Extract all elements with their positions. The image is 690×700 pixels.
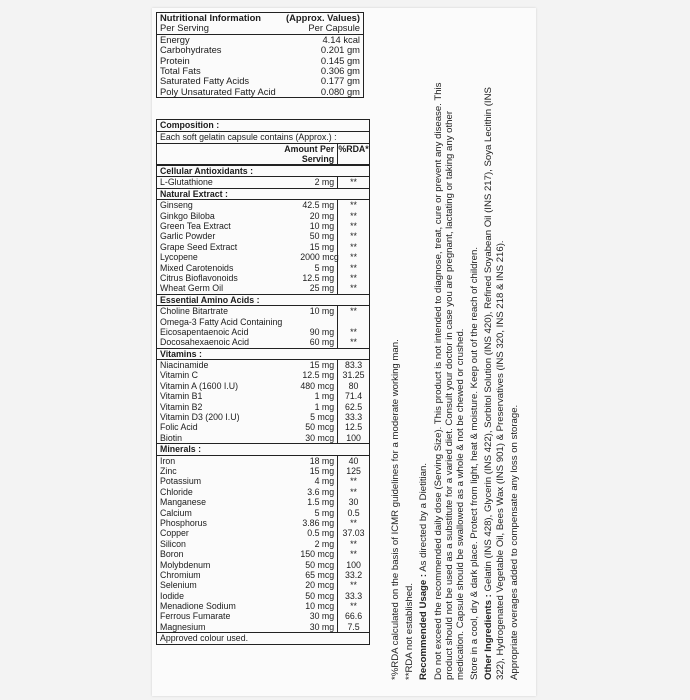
ingredient-name: Choline Bitartrate — [160, 306, 228, 317]
nutrient-value: 0.177 gm — [320, 75, 360, 87]
ingredient-amount: 1 mg — [300, 402, 338, 412]
ingredient-row — [157, 487, 369, 497]
ingredient-name: Calcium — [160, 507, 192, 518]
nutrition-subheader-row — [157, 23, 364, 34]
ingredient-rda: ** — [350, 220, 357, 231]
ingredient-rda: 100 — [346, 432, 361, 443]
ingredient-name: Eicosapentaenoic Acid — [160, 326, 249, 337]
ingredient-amount: 90 mg — [300, 327, 338, 337]
ingredient-row — [157, 402, 369, 412]
ingredient-amount: 50 mg — [300, 231, 338, 241]
ingredient-row — [157, 422, 369, 432]
ingredient-rda: ** — [350, 283, 357, 294]
ingredient-name: Grape Seed Extract — [160, 241, 238, 252]
ingredient-name: Ferrous Fumarate — [160, 611, 231, 622]
nutrient-value: 0.145 gm — [320, 54, 360, 66]
section-heading: Minerals : — [157, 443, 369, 455]
ingredient-amount: 2 mg — [300, 177, 338, 187]
ingredient-rda: 100 — [346, 559, 361, 570]
ingredient-amount: 50 mcg — [300, 560, 338, 570]
ingredient-name: Chromium — [160, 569, 201, 580]
usage-text: As directed by a Dietitian. — [418, 462, 430, 574]
ingredient-amount: 5 mg — [300, 508, 338, 518]
ingredient-amount: 5 mcg — [300, 412, 338, 422]
ingredient-name: Iodide — [160, 590, 184, 601]
ingredient-row — [157, 560, 369, 570]
ingredient-amount: 5 mg — [300, 263, 338, 273]
ingredient-name: L-Glutathione — [160, 177, 213, 188]
ingredient-row — [157, 433, 369, 443]
ingredient-row — [157, 177, 369, 187]
ingredient-amount: 30 mg — [300, 622, 338, 632]
ingredient-name: Vitamin D3 (200 I.U) — [160, 412, 240, 423]
section-heading: Cellular Antioxidants : — [157, 165, 369, 177]
ingredient-rda: 40 — [348, 455, 359, 466]
composition-intro: Each soft gelatin capsule contains (Approx.) : — [157, 132, 369, 144]
ingredient-rda: ** — [350, 337, 357, 348]
ingredient-row — [157, 466, 369, 476]
ingredient-amount: 2 mg — [300, 539, 338, 549]
ingredient-name: Vitamin C — [160, 370, 198, 381]
nutrition-sub-left: Per Serving — [157, 23, 282, 34]
ingredient-rda: 33.3 — [345, 412, 363, 423]
ingredient-amount — [300, 317, 338, 327]
rda-note: *%RDA calculated on the basis of ICMR guidelines for a moderate working man. — [390, 339, 401, 680]
ingredient-name: Vitamin B2 — [160, 401, 203, 412]
ingredient-row — [157, 200, 369, 210]
ingredient-row — [157, 381, 369, 391]
rda-column-header: %RDA* — [337, 144, 369, 164]
section-heading: Vitamins : — [157, 348, 369, 360]
ingredient-amount: 65 mcg — [300, 570, 338, 580]
ingredient-row — [157, 252, 369, 262]
ingredient-name: Silicon — [160, 538, 186, 549]
nutrient-name: Poly Unsaturated Fatty Acid — [160, 85, 276, 97]
ingredient-rda: 125 — [346, 466, 361, 477]
section-heading: Natural Extract : — [157, 188, 369, 200]
ingredient-amount: 30 mcg — [300, 433, 338, 443]
nutrition-sub-right: Per Capsule — [281, 23, 363, 34]
ingredient-row — [157, 508, 369, 518]
ingredient-row — [157, 611, 369, 621]
nutrient-name: Carbohydrates — [160, 44, 222, 56]
ingredient-name: Mixed Carotenoids — [160, 262, 234, 273]
ingredient-amount: 20 mcg — [300, 580, 338, 590]
ingredient-row — [157, 580, 369, 590]
ingredient-row — [157, 211, 369, 221]
ingredient-name: Folic Acid — [160, 422, 198, 433]
rda-not-established-note: **RDA not established. — [404, 582, 416, 680]
ingredient-rda: 83.3 — [345, 360, 363, 371]
ingredient-row — [157, 337, 369, 347]
nutrition-title-right: (Approx. Values) — [286, 12, 360, 23]
ingredient-name: Ginseng — [160, 200, 193, 211]
ingredient-row — [157, 497, 369, 507]
ingredient-rda: 71.4 — [345, 391, 363, 402]
nutrition-title: Nutritional Information — [160, 12, 262, 23]
ingredient-name: Chloride — [160, 486, 193, 497]
ingredient-name: Niacinamide — [160, 360, 209, 371]
ingredient-rda: ** — [350, 210, 357, 221]
ingredient-rda: ** — [350, 326, 357, 337]
ingredient-name: Menadione Sodium — [160, 601, 236, 612]
ingredient-row — [157, 549, 369, 559]
ingredient-name: Garlic Powder — [160, 231, 216, 242]
ingredient-rda: ** — [350, 272, 357, 283]
ingredient-rda: ** — [350, 241, 357, 252]
ingredient-row — [157, 456, 369, 466]
ingredient-rda: ** — [350, 517, 357, 528]
ingredient-amount: 1 mg — [300, 391, 338, 401]
ingredient-amount: 50 mcg — [300, 591, 338, 601]
storage-paragraph: Store in a cool, dry & dark place. Protect from light, heat & moisture. Keep out of the reach of children. — [469, 246, 481, 680]
ingredient-row — [157, 412, 369, 422]
composition-sections — [157, 165, 369, 632]
ingredient-name: Omega-3 Fatty Acid Containing — [160, 316, 283, 327]
ingredient-row — [157, 591, 369, 601]
ingredient-amount: 3.6 mg — [300, 487, 338, 497]
ingredient-name: Vitamin A (1600 I.U) — [160, 380, 239, 391]
ingredient-row — [157, 273, 369, 283]
ingredient-row — [157, 539, 369, 549]
ingredient-rda: ** — [350, 538, 357, 549]
ingredient-rda — [338, 317, 369, 327]
ingredient-amount: 4 mg — [300, 476, 338, 486]
ingredient-row — [157, 327, 369, 337]
nutrient-name: Total Fats — [160, 65, 201, 77]
ingredient-name: Citrus Bioflavonoids — [160, 272, 238, 283]
ingredient-amount: 12.5 mg — [300, 370, 338, 380]
ingredient-name: Docosahexaenoic Acid — [160, 337, 250, 348]
ingredient-row — [157, 391, 369, 401]
ingredient-row — [157, 360, 369, 370]
ingredient-row — [157, 242, 369, 252]
ingredient-rda: ** — [350, 177, 357, 188]
ingredient-row — [157, 306, 369, 316]
ingredient-name: Green Tea Extract — [160, 220, 231, 231]
composition-header — [157, 144, 369, 165]
ingredient-rda: 33.2 — [345, 569, 363, 580]
nutrition-row — [157, 87, 364, 98]
ingredient-name: Phosphorus — [160, 517, 207, 528]
ingredient-row — [157, 283, 369, 293]
ingredient-amount: 10 mg — [300, 221, 338, 231]
ingredient-rda: 37.03 — [342, 528, 365, 539]
ingredient-rda: 12.5 — [345, 422, 363, 433]
overages-note: Appropriate overages added to compensate any loss on storage. — [508, 404, 520, 680]
ingredient-amount: 25 mg — [300, 283, 338, 293]
ingredient-row — [157, 528, 369, 538]
ingredient-amount: 10 mg — [300, 306, 338, 316]
ingredient-row — [157, 263, 369, 273]
ingredient-rda: ** — [350, 262, 357, 273]
ingredient-name: Iron — [160, 455, 176, 466]
nutrient-name: Saturated Fatty Acids — [160, 75, 250, 87]
nutrient-value: 0.306 gm — [320, 65, 360, 77]
ingredient-rda: ** — [350, 200, 357, 211]
nutrient-value: 0.080 gm — [320, 85, 360, 97]
composition-title: Composition : — [157, 120, 369, 132]
ingredient-amount: 42.5 mg — [300, 200, 338, 210]
ingredient-amount: 10 mcg — [300, 601, 338, 611]
ingredient-rda: ** — [350, 252, 358, 263]
ingredient-rda: ** — [350, 306, 357, 317]
nutrient-value: 0.201 gm — [320, 44, 360, 56]
ingredient-row — [157, 317, 369, 327]
ingredient-amount: 20 mg — [300, 211, 338, 221]
nutrient-name: Protein — [160, 54, 190, 66]
ingredient-amount: 150 mcg — [300, 549, 338, 559]
ingredient-name: Molybdenum — [160, 559, 211, 570]
ingredient-row — [157, 601, 369, 611]
ingredient-rda: 80 — [348, 380, 359, 391]
ingredient-amount: 60 mg — [300, 337, 338, 347]
ingredient-row — [157, 231, 369, 241]
ingredient-name: Manganese — [160, 497, 206, 508]
ingredient-rda: 33.3 — [345, 590, 363, 601]
ingredient-row — [157, 570, 369, 580]
ingredient-amount: 50 mcg — [300, 422, 338, 432]
ingredients-label: Other Ingredients : — [483, 594, 495, 680]
ingredient-name: Biotin — [160, 432, 183, 443]
ingredient-row — [157, 622, 369, 632]
ingredient-name: Selenium — [160, 580, 197, 591]
ingredient-name: Lycopene — [160, 252, 198, 263]
ingredients-text: Gelatin (INS 428), Glycerin (INS 422), Sorbitol Solution (INS 420), Refined Soyabean Oil (INS 217), Soya Lecithin (INS 322), Hydrogenated Vegetable Oil, Bees Wax (INS 901) & Preservatives (INS 320, INS 218 & INS 216). — [483, 87, 506, 680]
ingredient-amount: 15 mg — [300, 242, 338, 252]
composition-table — [156, 119, 370, 645]
ingredients-paragraph — [483, 80, 505, 680]
ingredient-rda: ** — [350, 486, 357, 497]
ingredient-rda: ** — [350, 580, 357, 591]
ingredient-name: Vitamin B1 — [160, 391, 203, 402]
ingredient-rda: 66.6 — [345, 611, 363, 622]
section-heading: Essential Amino Acids : — [157, 294, 369, 306]
ingredient-rda: ** — [350, 549, 357, 560]
rotated-notes — [390, 80, 523, 680]
ingredient-amount: 3.86 mg — [300, 518, 338, 528]
ingredient-amount: 2000 mcg — [300, 252, 339, 263]
ingredient-name: Magnesium — [160, 621, 206, 632]
ingredient-rda: ** — [350, 601, 357, 612]
approved-colour-note: Approved colour used. — [157, 632, 369, 644]
warning-paragraph: Do not exceed the recommended daily dose (Serving Size). This product is not intended to diagnose, treat, cure or prevent any disease. This product should not be used as a substitute for a varied diet. Consult your doctor in case you are pregnant, lactating or taking any other medication. Capsule should be swallowed as a whole & not be chewed or crushed. — [432, 82, 467, 680]
ingredient-rda: ** — [350, 231, 357, 242]
ingredient-rda: 0.5 — [347, 507, 360, 518]
ingredient-amount: 15 mg — [300, 466, 338, 476]
ingredient-amount: 12.5 mg — [300, 273, 338, 283]
ingredient-name: Boron — [160, 549, 184, 560]
nutrition-table — [156, 12, 364, 98]
ingredient-name: Potassium — [160, 476, 202, 487]
ingredient-amount: 0.5 mg — [300, 528, 338, 538]
usage-paragraph — [418, 80, 429, 680]
ingredient-name: Wheat Germ Oil — [160, 283, 224, 294]
ingredient-row — [157, 476, 369, 486]
ingredient-row — [157, 221, 369, 231]
ingredient-rda: 30 — [348, 497, 359, 508]
ingredient-rda: ** — [350, 476, 357, 487]
ingredient-amount: 18 mg — [300, 456, 338, 466]
ingredient-amount: 30 mg — [300, 611, 338, 621]
ingredient-name: Zinc — [160, 466, 177, 477]
ingredient-amount: 480 mcg — [300, 381, 338, 391]
ingredient-name: Copper — [160, 528, 189, 539]
ingredient-rda: 7.5 — [347, 621, 360, 632]
ingredient-rda: 31.25 — [342, 370, 365, 381]
usage-label: Recommended Usage : — [418, 573, 430, 680]
ingredient-amount: 1.5 mg — [300, 497, 338, 507]
nutrient-value: 4.14 kcal — [322, 33, 360, 45]
ingredient-row — [157, 370, 369, 380]
ingredient-row — [157, 518, 369, 528]
ingredient-name: Ginkgo Biloba — [160, 210, 215, 221]
amount-column-header: Amount Per Serving — [284, 144, 335, 164]
nutrient-name: Energy — [160, 33, 190, 45]
ingredient-amount: 15 mg — [300, 360, 338, 370]
ingredient-rda: 62.5 — [345, 401, 363, 412]
